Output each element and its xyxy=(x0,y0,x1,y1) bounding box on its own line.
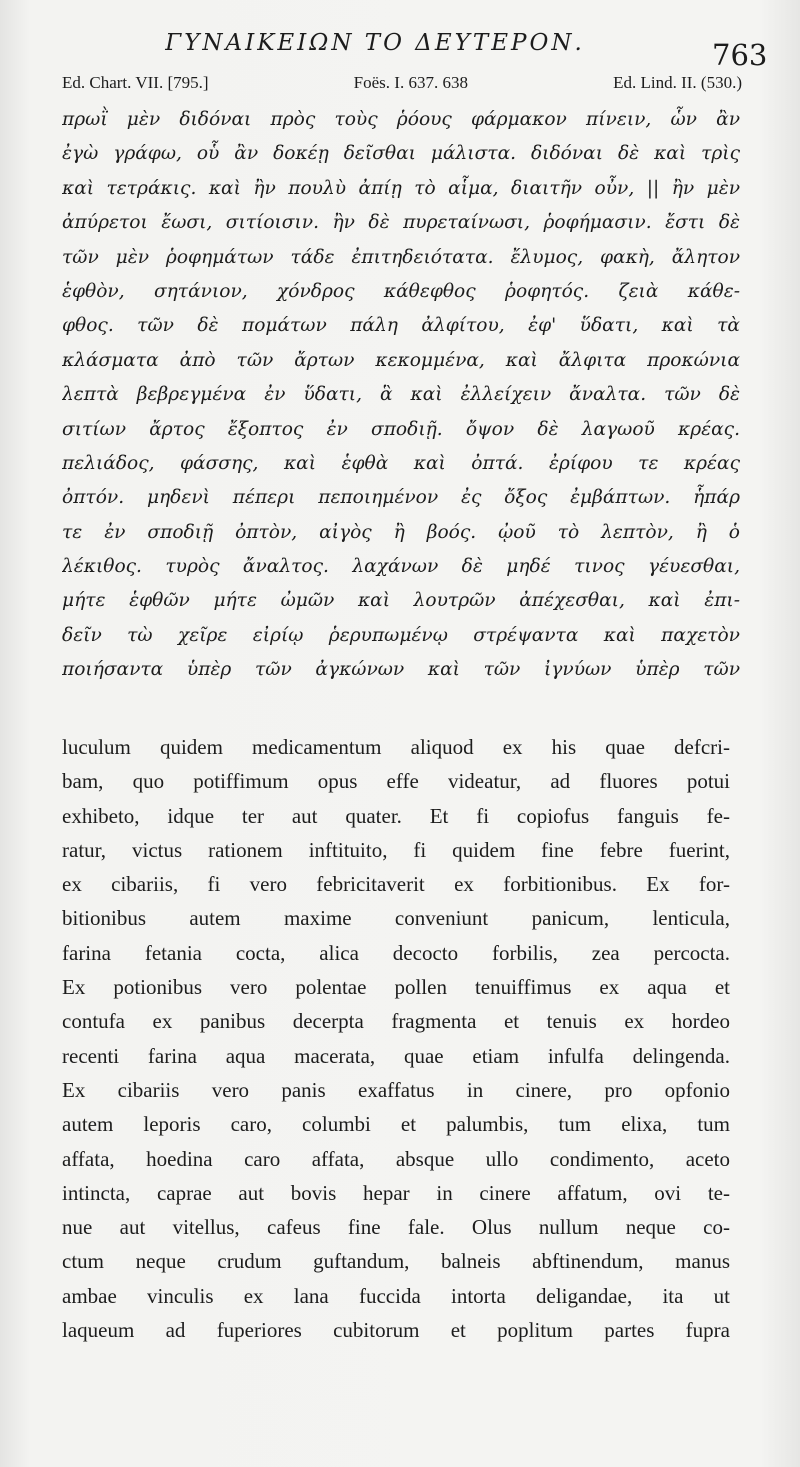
latin-text-line: ex cibariis, fi vero febricitaverit ex forbitionibus. Ex for- xyxy=(62,872,730,897)
latin-text-line: Ex potionibus vero polentae pollen tenuiffimus ex aqua et xyxy=(62,975,730,1000)
running-title: ΓΥΝΑΙΚΕΙΩΝ ΤΟ ΔΕΥΤΕΡΟΝ. xyxy=(165,30,585,56)
latin-text-line: Ex cibariis vero panis exaffatus in cinere, pro opfonio xyxy=(62,1077,730,1102)
greek-text-line: κλάσματα ἀπὸ τῶν ἄρτων κεκομμένα, καὶ ἄλφιτα προκώνια xyxy=(62,349,740,371)
latin-text-line: bam, quo potiffimum opus effe videatur, ad fluores potui xyxy=(62,769,730,794)
latin-text-line: ctum neque crudum guftandum, balneis abftinendum, manus xyxy=(62,1249,730,1274)
greek-text-line: ὀπτόν. μηδενὶ πέπερι πεποιημένον ἐς ὄξος ἐμβάπτων. ἧπάρ xyxy=(62,487,740,509)
greek-text-block xyxy=(62,103,740,688)
latin-text-line: autem leporis caro, columbi et palumbis, tum elixa, tum xyxy=(62,1112,730,1137)
latin-text-block xyxy=(62,730,730,1347)
chartier-reference: Ed. Chart. VII. [795.] xyxy=(62,73,209,92)
greek-text-line: ποιήσαντα ὑπὲρ τῶν ἀγκώνων καὶ τῶν ἰγνύων ὑπὲρ τῶν xyxy=(62,659,740,681)
latin-text-line: intincta, caprae aut bovis hepar in cinere affatum, ovi te- xyxy=(62,1180,730,1205)
greek-text-line: πρωῒ μὲν διδόναι πρὸς τοὺς ῥόους φάρμακον πίνειν, ὧν ἂν xyxy=(62,109,740,130)
greek-text-line: φθος. τῶν δὲ πομάτων πάλη ἀλφίτου, ἐφ' ὕδατι, καὶ τὰ xyxy=(62,315,740,337)
greek-text-line: σιτίων ἄρτος ἔξοπτος ἐν σποδιῇ. ὄψον δὲ λαγωοῦ κρέας. xyxy=(62,418,740,440)
latin-text-line: luculum quidem medicamentum aliquod ex his quae defcri- xyxy=(62,735,730,759)
greek-text-line: μήτε ἑφθῶν μήτε ὠμῶν καὶ λουτρῶν ἀπέχεσθαι, καὶ ἐπι- xyxy=(62,590,740,612)
latin-text-line: nue aut vitellus, cafeus fine fale. Olus nullum neque co- xyxy=(62,1215,730,1240)
greek-text-line: καὶ τετράκις. καὶ ἢν πουλὺ ἀπίῃ τὸ αἷμα, διαιτῆν οὖν, || ἢν μὲν xyxy=(62,177,740,199)
greek-text-line: λέκιθος. τυρὸς ἄναλτος. λαχάνων δὲ μηδέ τινος γέυεσθαι, xyxy=(62,556,740,578)
latin-text-line: bitionibus autem maxime conveniunt panicum, lenticula, xyxy=(62,906,730,931)
greek-text-line: ἐγὼ γράφω, οὗ ἂν δοκέῃ δεῖσθαι μάλιστα. διδόναι δὲ καὶ τρὶς xyxy=(62,143,740,165)
greek-text-line: δεῖν τὼ χεῖρε εἰρίῳ ῥερυπωμένῳ στρέψαντα καὶ παχετὸν xyxy=(62,624,740,646)
foes-reference: Foës. I. 637. 638 xyxy=(353,73,468,92)
greek-text-line: τῶν μὲν ῥοφημάτων τάδε ἐπιτηδειότατα. ἔλυμος, φακὴ, ἄλητον xyxy=(62,246,740,268)
latin-text-line: ambae vinculis ex lana fuccida intorta deligandae, ita ut xyxy=(62,1283,730,1308)
latin-text-line: affata, hoedina caro affata, absque ullo condimento, aceto xyxy=(62,1146,730,1171)
greek-text-line: λεπτὰ βεβρεγμένα ἐν ὕδατι, ἃ καὶ ἐλλείχειν ἄναλτα. τῶν δὲ xyxy=(62,384,740,406)
lind-reference: Ed. Lind. II. (530.) xyxy=(613,73,742,92)
latin-text-line: exhibeto, idque ter aut quater. Et fi copiofus fanguis fe- xyxy=(62,803,730,828)
page-number: 763 xyxy=(712,38,768,72)
latin-text-line: laqueum ad fuperiores cubitorum et poplitum partes fupra xyxy=(62,1318,730,1343)
latin-text-line: ratur, victus rationem inftituito, fi quidem fine febre fuerint, xyxy=(62,837,730,862)
latin-text-line: recenti farina aqua macerata, quae etiam infulfa delingenda. xyxy=(62,1043,730,1068)
greek-text-line: ἑφθὸν, σητάνιον, χόνδρος κάθεφθος ῥοφητός. ζειὰ κάθε- xyxy=(62,280,740,302)
greek-text-line: ἀπύρετοι ἔωσι, σιτίοισιν. ἢν δὲ πυρεταίνωσι, ῥοφήμασιν. ἔστι δὲ xyxy=(62,212,740,234)
greek-text-line: πελιάδος, φάσσης, καὶ ἑφθὰ καὶ ὀπτά. ἐρίφου τε κρέας xyxy=(62,452,740,474)
latin-text-line: farina fetania cocta, alica decocto forbilis, zea percocta. xyxy=(62,940,730,965)
greek-text-line: τε ἐν σποδιῇ ὀπτὸν, αἰγὸς ἢ βοός. ᾠοῦ τὸ λεπτὸν, ἢ ὁ xyxy=(62,521,740,543)
latin-text-line: contufa ex panibus decerpta fragmenta et tenuis ex hordeo xyxy=(62,1009,730,1034)
edition-references xyxy=(62,73,742,93)
